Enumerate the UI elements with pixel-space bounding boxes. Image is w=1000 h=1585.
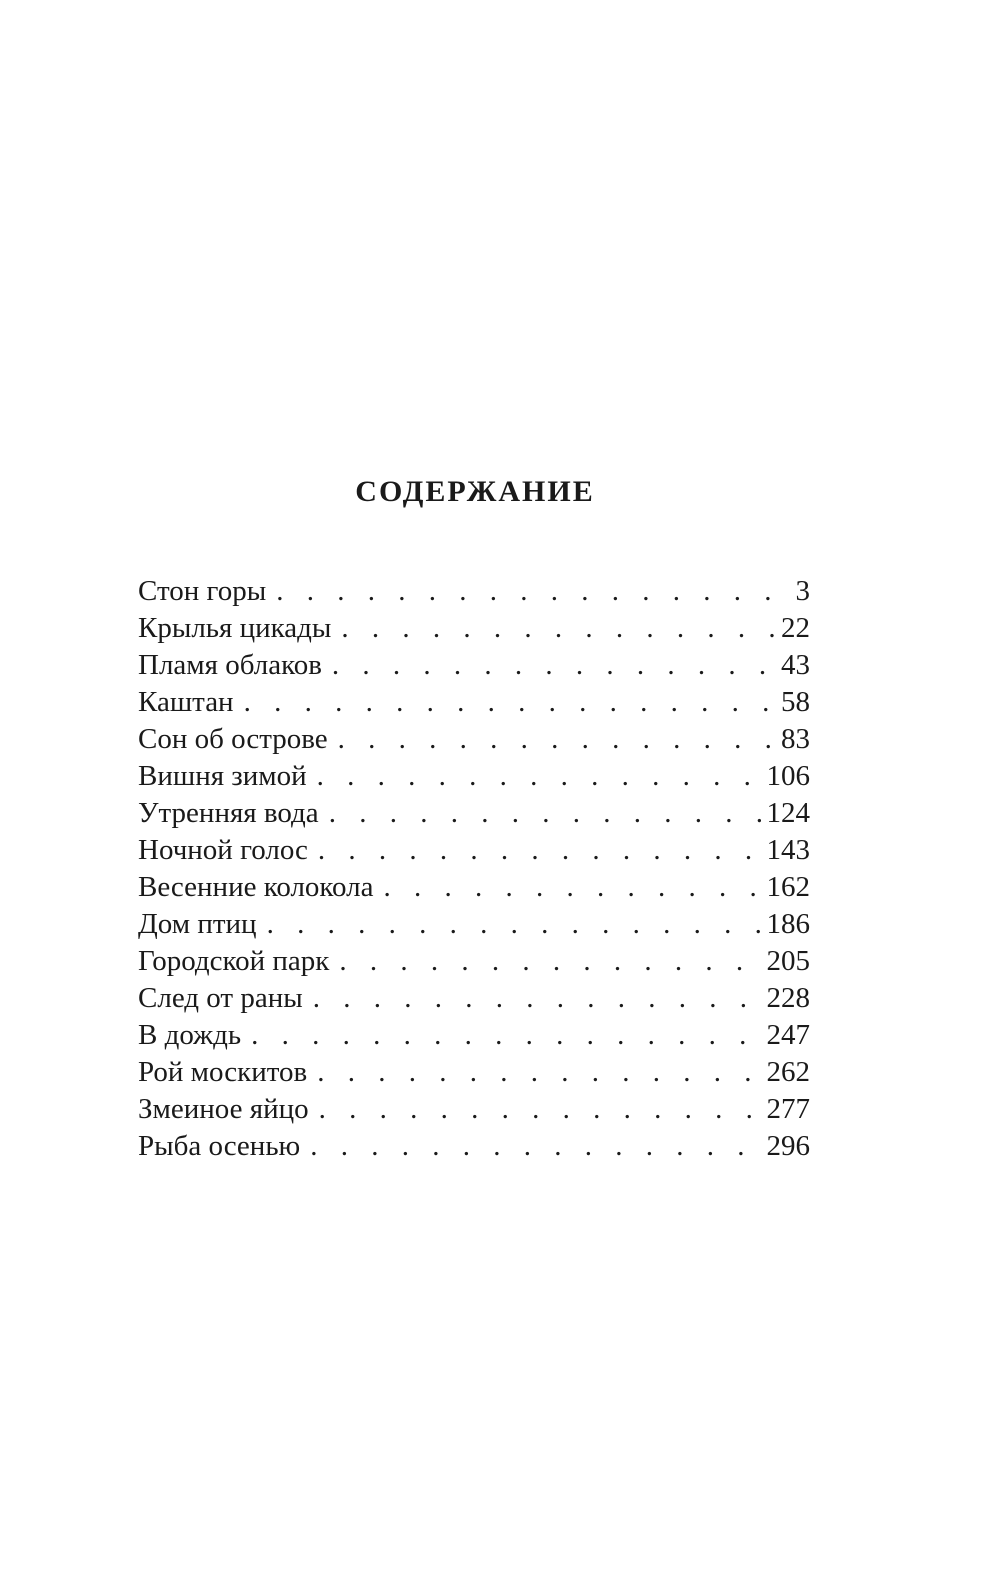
toc-entry-title: Пламя облаков	[138, 649, 322, 681]
dot-leader	[339, 943, 760, 980]
dot-leader	[319, 1091, 761, 1128]
toc-entry	[138, 869, 810, 906]
toc-entry	[138, 1091, 810, 1128]
dot-leader	[276, 573, 789, 610]
toc-entry	[138, 1128, 810, 1165]
toc-entry-page: 106	[766, 760, 810, 792]
dot-leader	[384, 869, 761, 906]
toc-entry-title: Сон об острове	[138, 723, 328, 755]
toc-heading: СОДЕРЖАНИЕ	[355, 475, 595, 508]
toc-entry	[138, 832, 810, 869]
dot-leader	[332, 647, 775, 684]
toc-entry	[138, 684, 810, 721]
toc-entry-title: Рыба осенью	[138, 1130, 301, 1162]
toc-entry	[138, 906, 810, 943]
toc-entry-page: 3	[795, 575, 810, 607]
toc-entry-page: 83	[781, 723, 810, 755]
dot-leader	[329, 795, 761, 832]
dot-leader	[318, 832, 761, 869]
toc-entry	[138, 721, 810, 758]
toc-entry-title: Ночной голос	[138, 834, 308, 866]
toc-entry-title: Вишня зимой	[138, 760, 307, 792]
toc-entry-title: Утренняя вода	[138, 797, 319, 829]
toc-entry-page: 262	[766, 1056, 810, 1088]
toc-entry-title: Рой москитов	[138, 1056, 308, 1088]
toc-entry-page: 186	[766, 908, 810, 940]
dot-leader	[317, 1054, 760, 1091]
toc-entry-page: 58	[781, 686, 810, 718]
toc-entry-title: След от раны	[138, 982, 303, 1014]
toc-entry	[138, 758, 810, 795]
toc-entry-page: 296	[766, 1130, 810, 1162]
toc-entry-title: В дождь	[138, 1019, 242, 1051]
toc-entry-page: 228	[766, 982, 810, 1014]
dot-leader	[310, 1128, 760, 1165]
toc-entry-title: Змеиное яйцо	[138, 1093, 309, 1125]
toc-entry-page: 205	[766, 945, 810, 977]
toc-entry-page: 22	[781, 612, 810, 644]
toc-entry	[138, 795, 810, 832]
toc-entry-page: 277	[766, 1093, 810, 1125]
toc-entry-page: 247	[766, 1019, 810, 1051]
toc-entry-title: Крылья цикады	[138, 612, 332, 644]
toc-entry	[138, 980, 810, 1017]
dot-leader	[251, 1017, 760, 1054]
toc-entry-title: Дом птиц	[138, 908, 257, 940]
dot-leader	[267, 906, 761, 943]
toc-entry-page: 124	[766, 797, 810, 829]
toc-entry-page: 43	[781, 649, 810, 681]
toc-entry	[138, 1054, 810, 1091]
toc-entry-title: Весенние колокола	[138, 871, 374, 903]
dot-leader	[341, 610, 775, 647]
toc-entry-title: Каштан	[138, 686, 234, 718]
toc-entry-title: Городской парк	[138, 945, 330, 977]
toc-entry-title: Стон горы	[138, 575, 267, 607]
toc-entry	[138, 573, 810, 610]
dot-leader	[338, 721, 775, 758]
toc-entry	[138, 943, 810, 980]
toc-entry-page: 143	[766, 834, 810, 866]
toc-entry	[138, 647, 810, 684]
dot-leader	[244, 684, 775, 721]
toc-entry	[138, 1017, 810, 1054]
dot-leader	[313, 980, 761, 1017]
toc-entry-page: 162	[766, 871, 810, 903]
dot-leader	[317, 758, 761, 795]
toc-list	[138, 573, 810, 1165]
toc-entry	[138, 610, 810, 647]
